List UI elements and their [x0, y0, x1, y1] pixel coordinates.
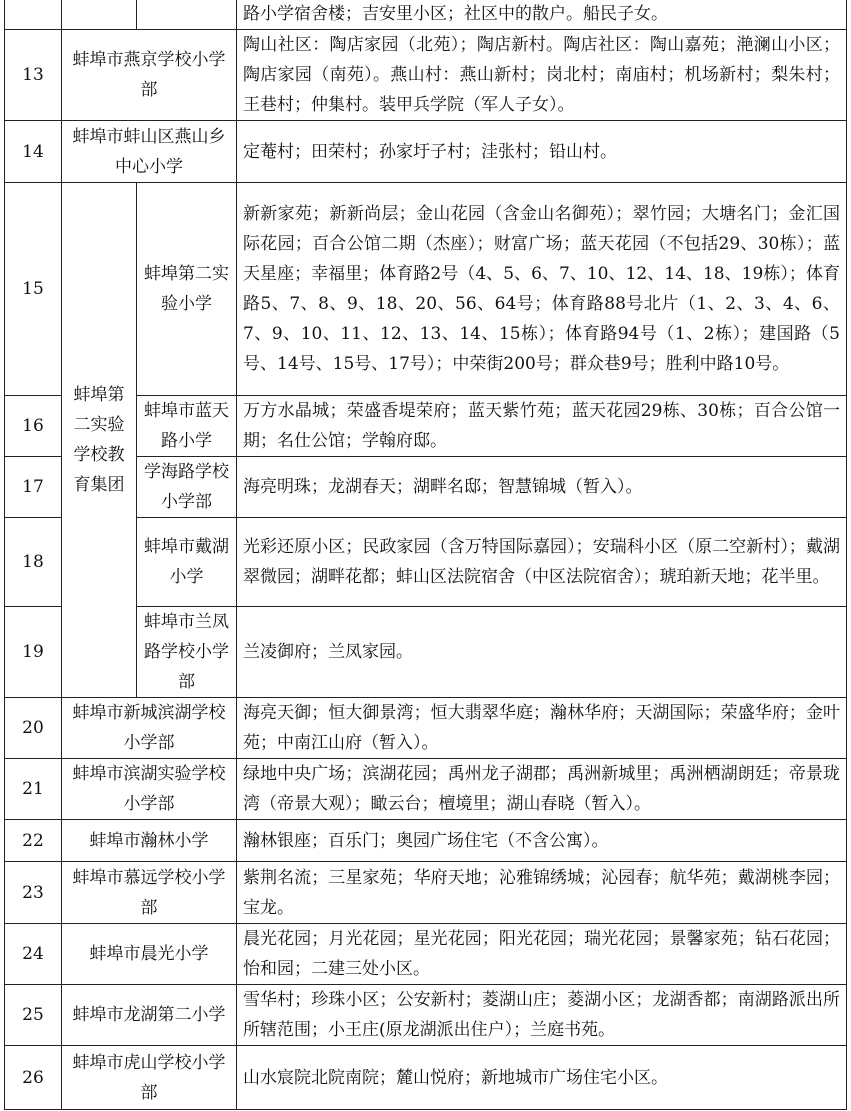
school-name: 蚌埠第二实验小学	[137, 183, 237, 396]
school-cell	[62, 0, 137, 30]
area-cell: 雪华村；珍珠小区；公安新村；菱湖山庄；菱湖小区；龙湖香都；南湖路派出所所辖范围；小王庄(原龙湖派出住户）；兰庭书苑。	[237, 985, 847, 1046]
area-cell: 路小学宿舍楼；吉安里小区；社区中的散户。船民子女。	[237, 0, 847, 30]
area-cell: 万方水晶城；荣盛香堤荣府；蓝天紫竹苑；蓝天花园29栋、30栋；百合公馆一期；名仕公馆；学翰府邸。	[237, 396, 847, 457]
school-name: 蚌埠市滨湖实验学校小学部	[62, 759, 237, 820]
row-number: 24	[5, 924, 62, 985]
table-row	[5, 121, 847, 183]
area-cell: 海亮天御；恒大御景湾；恒大翡翠华庭；瀚林华府；天湖国际；荣盛华府；金叶苑；中南江山府（暂入）。	[237, 698, 847, 759]
area-cell: 海亮明珠；龙湖春天；湖畔名邸；智慧锦城（暂入）。	[237, 457, 847, 518]
enrollment-zone-table	[4, 0, 847, 1110]
area-cell: 新新家苑；新新尚层；金山花园（含金山名御苑）；翠竹园；大塘名门；金汇国际花园；百合公馆二期（杰座）；财富广场；蓝天花园（不包括29、30栋）；蓝天星座；幸福里；体育路2号（4、5、6、7、10、12、14、18、19栋）；体育路5、7、8、9、18、20、56、64号；体育路88号北片（1、2、3、4、6、7、9、10、11、12、13、14、15栋）；体育路94号（1、2栋）；建国路（5号、14号、15号、17号）；中荣街200号；群众巷9号；胜利中路10号。	[237, 183, 847, 396]
table-row	[5, 1046, 847, 1110]
school-name: 蚌埠市瀚林小学	[62, 820, 237, 862]
row-number: 18	[5, 518, 62, 607]
school-name: 蚌埠市燕京学校小学部	[62, 30, 237, 121]
area-cell: 陶山社区：陶店家园（北苑）；陶店新村。陶店社区：陶山嘉苑；滟澜山小区；陶店家园（南苑）。燕山村：燕山新村；岗北村；南庙村；机场新村；梨朱村；王巷村；仲集村。装甲兵学院（军人子女）。	[237, 30, 847, 121]
school-name: 蚌埠市新城滨湖学校小学部	[62, 698, 237, 759]
school-name: 蚌埠市兰凤路学校小学部	[137, 607, 237, 698]
area-cell: 光彩还原小区；民政家园（含万特国际嘉园）；安瑞科小区（原二空新村）；戴湖翠微园；湖畔花都；蚌山区法院宿舍（中区法院宿舍）；琥珀新天地；花半里。	[237, 518, 847, 607]
area-cell: 兰凌御府；兰凤家园。	[237, 607, 847, 698]
area-cell: 瀚林银座；百乐门；奥园广场住宅（不含公寓）。	[237, 820, 847, 862]
school-name: 学海路学校小学部	[137, 457, 237, 518]
area-cell: 晨光花园；月光花园；星光花园；阳光花园；瑞光花园；景馨家苑；钻石花园；怡和园；二建三处小区。	[237, 924, 847, 985]
school-cell	[137, 0, 237, 30]
area-cell: 绿地中央广场；滨湖花园；禹州龙子湖郡；禹洲新城里；禹洲栖湖朗廷；帝景珑湾（帝景大观）；瞰云台；檀境里；湖山春晓（暂入）。	[237, 759, 847, 820]
table-row	[5, 924, 847, 985]
table-row	[5, 698, 847, 759]
row-number: 16	[5, 396, 62, 457]
table-row	[5, 985, 847, 1046]
table-row	[5, 820, 847, 862]
row-number: 23	[5, 862, 62, 924]
row-number	[5, 0, 62, 30]
school-name: 蚌埠市蚌山区燕山乡中心小学	[62, 121, 237, 183]
school-name: 蚌埠市龙湖第二小学	[62, 985, 237, 1046]
row-number: 13	[5, 30, 62, 121]
row-number: 17	[5, 457, 62, 518]
school-name: 蚌埠市蓝天路小学	[137, 396, 237, 457]
row-number: 15	[5, 183, 62, 396]
school-name: 蚌埠市晨光小学	[62, 924, 237, 985]
area-cell: 紫荆名流；三星家苑；华府天地；沁雅锦绣城；沁园春；航华苑；戴湖桃李园；宝龙。	[237, 862, 847, 924]
education-group-name: 蚌埠第二实验学校教育集团	[62, 183, 137, 698]
table-row	[5, 183, 847, 396]
row-number: 14	[5, 121, 62, 183]
area-cell: 山水宸院北院南院；麓山悦府；新地城市广场住宅小区。	[237, 1046, 847, 1110]
table-row	[5, 862, 847, 924]
row-number: 19	[5, 607, 62, 698]
table-row	[5, 30, 847, 121]
area-cell: 定菴村；田荣村；孙家圩子村；洼张村；铅山村。	[237, 121, 847, 183]
table-row	[5, 0, 847, 30]
row-number: 20	[5, 698, 62, 759]
table-row	[5, 759, 847, 820]
school-name: 蚌埠市虎山学校小学部	[62, 1046, 237, 1110]
row-number: 21	[5, 759, 62, 820]
row-number: 22	[5, 820, 62, 862]
row-number: 25	[5, 985, 62, 1046]
school-name: 蚌埠市慕远学校小学部	[62, 862, 237, 924]
row-number: 26	[5, 1046, 62, 1110]
school-name: 蚌埠市戴湖小学	[137, 518, 237, 607]
